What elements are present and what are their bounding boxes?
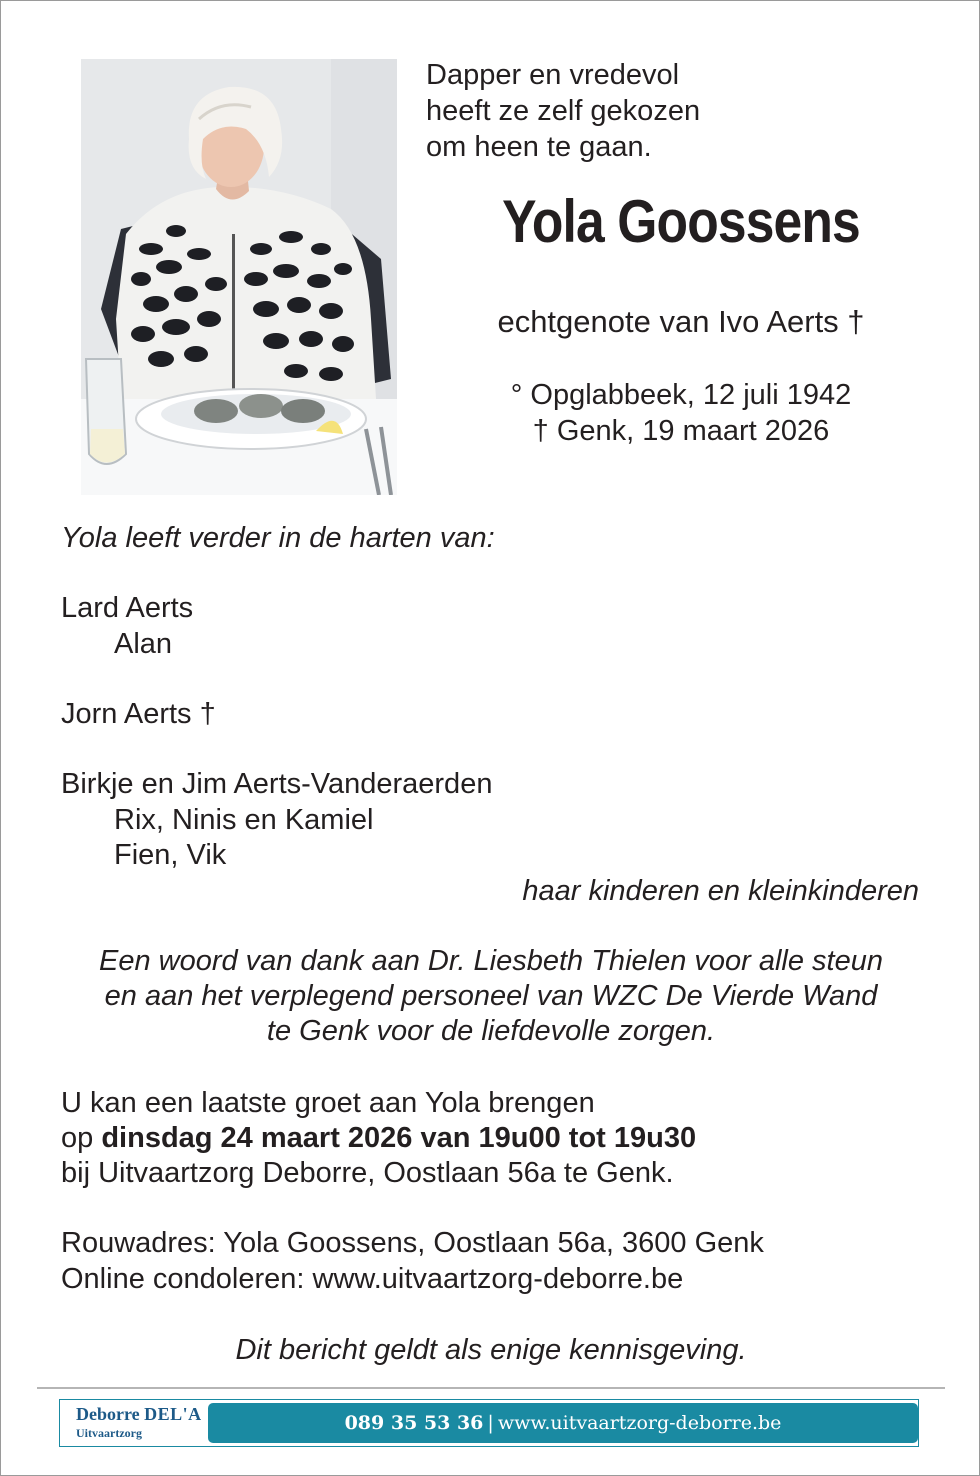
divider [37, 1387, 945, 1389]
notice-text: Dit bericht geldt als enige kennisgeving. [235, 1334, 747, 1366]
family-caption: haar kinderen en kleinkinderen [522, 875, 919, 907]
grandchild-line: Fien, Vik [114, 839, 227, 871]
birth-date: ° Opglabbeek, 12 juli 1942 [510, 379, 852, 411]
family-intro: Yola leeft verder in de harten van: [61, 522, 495, 554]
thanks-line: te Genk voor de liefdevolle zorgen. [266, 1015, 716, 1047]
thanks-line: Een woord van dank aan Dr. Liesbeth Thielen voor alle steun [98, 945, 884, 977]
family-member: Birkje en Jim Aerts-Vanderaerden [61, 768, 493, 800]
portrait-photo [81, 59, 397, 495]
brand-name: Deborre [76, 1404, 140, 1424]
thanks-line: en aan het verplegend personeel van WZC De Vierde Wand [104, 980, 878, 1012]
spouse-line: echtgenote van Ivo Aerts † [497, 304, 865, 339]
family-member: Jorn Aerts † [61, 698, 216, 730]
death-date: † Genk, 19 maart 2026 [532, 415, 830, 447]
quote-line: om heen te gaan. [426, 131, 652, 163]
funeral-home-footer [59, 1399, 919, 1447]
portrait-illustration [81, 59, 397, 495]
visit-line-2 [61, 1122, 696, 1155]
thanks-text [1, 944, 980, 1049]
brand-dela: DEL'A [144, 1404, 202, 1424]
grandchild-line: Alan [114, 628, 173, 660]
opening-quote [426, 57, 700, 165]
quote-line: Dapper en vredevol [426, 59, 680, 91]
visit-prefix: op [61, 1122, 102, 1154]
visit-line-3: bij Uitvaartzorg Deborre, Oostlaan 56a te Genk. [61, 1157, 674, 1189]
visit-line-1: U kan een laatste groet aan Yola brengen [61, 1087, 595, 1119]
quote-line: heeft ze zelf gekozen [426, 95, 701, 127]
brand-subtitle: Uitvaartzorg [76, 1426, 142, 1440]
contact-separator: | [487, 1412, 494, 1434]
website-link[interactable]: www.uitvaartzorg-deborre.be [497, 1412, 782, 1434]
visit-datetime: dinsdag 24 maart 2026 van 19u00 tot 19u30 [101, 1122, 697, 1154]
online-condolences: Online condoleren: www.uitvaartzorg-deborre.be [61, 1263, 684, 1295]
deceased-name: Yola Goossens [502, 188, 860, 255]
grandchild-line: Rix, Ninis en Kamiel [114, 804, 374, 836]
family-member: Lard Aerts [61, 592, 194, 624]
brand-logo [76, 1404, 202, 1425]
mourning-address: Rouwadres: Yola Goossens, Oostlaan 56a, 3600 Genk [61, 1227, 764, 1259]
contact-bar [208, 1403, 918, 1443]
phone-number[interactable]: 089 35 53 36 [344, 1412, 484, 1434]
life-dates [481, 377, 881, 449]
